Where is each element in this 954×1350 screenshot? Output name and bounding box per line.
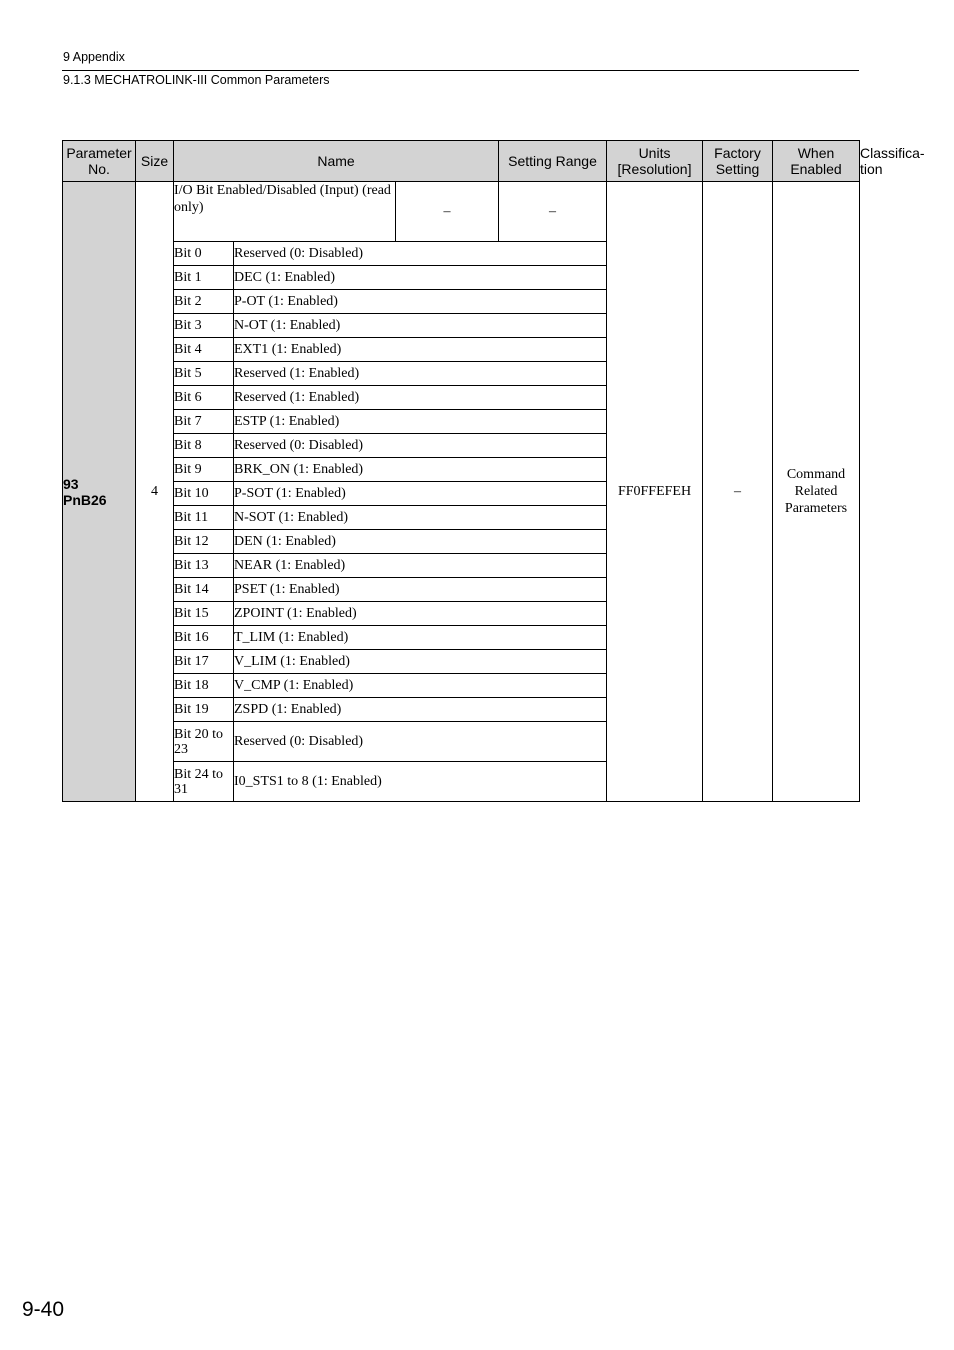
parameter-code: PnB26 (63, 491, 107, 508)
bit-description: I0_STS1 to 8 (1: Enabled) (234, 762, 607, 802)
section-heading: 9.1.3 MECHATROLINK-III Common Parameters (63, 73, 330, 87)
col-header-name: Name (174, 141, 499, 182)
size-cell: 4 (136, 182, 174, 802)
bit-description: EXT1 (1: Enabled) (234, 338, 607, 362)
bit-description: Reserved (0: Disabled) (234, 242, 607, 266)
page-number: 9-40 (22, 1298, 65, 1321)
bit-description: DEC (1: Enabled) (234, 266, 607, 290)
bit-label: Bit 4 (174, 338, 234, 362)
when-enabled: – (703, 182, 773, 802)
setting-range: – (396, 182, 499, 242)
col-header-when-enabled: When Enabled (773, 141, 860, 182)
bit-label: Bit 24 to 31 (174, 762, 234, 802)
bit-label: Bit 18 (174, 674, 234, 698)
name-row (63, 182, 860, 242)
bit-description: P-OT (1: Enabled) (234, 290, 607, 314)
bit-label: Bit 8 (174, 434, 234, 458)
bit-label: Bit 5 (174, 362, 234, 386)
bit-description: ZPOINT (1: Enabled) (234, 602, 607, 626)
bit-description: Reserved (1: Enabled) (234, 386, 607, 410)
bit-description: V_LIM (1: Enabled) (234, 650, 607, 674)
bit-description: Reserved (0: Disabled) (234, 722, 607, 762)
col-header-factory-setting: Factory Setting (703, 141, 773, 182)
bit-label: Bit 16 (174, 626, 234, 650)
bit-description: N-SOT (1: Enabled) (234, 506, 607, 530)
bit-description: PSET (1: Enabled) (234, 578, 607, 602)
bit-label: Bit 2 (174, 290, 234, 314)
classification-text: Command Related Parameters (784, 467, 848, 516)
bit-description: T_LIM (1: Enabled) (234, 626, 607, 650)
bit-description: N-OT (1: Enabled) (234, 314, 607, 338)
bit-label: Bit 1 (174, 266, 234, 290)
parameter-number-cell (63, 182, 136, 802)
bit-description: V_CMP (1: Enabled) (234, 674, 607, 698)
factory-setting: FF0FFEFEH (607, 182, 703, 802)
bit-description: Reserved (1: Enabled) (234, 362, 607, 386)
bit-label: Bit 9 (174, 458, 234, 482)
bit-label: Bit 19 (174, 698, 234, 722)
bit-label: Bit 11 (174, 506, 234, 530)
table-header-row: Parameter No. Size Name Setting Range Units [Resolution] Factory Setting When Enabled Classifica- tion (63, 141, 860, 182)
bit-description: Reserved (0: Disabled) (234, 434, 607, 458)
bit-label: Bit 7 (174, 410, 234, 434)
bit-description: ESTP (1: Enabled) (234, 410, 607, 434)
header-rule (62, 70, 859, 71)
col-header-setting-range: Setting Range (499, 141, 607, 182)
parameter-number: 93 (63, 475, 79, 492)
bit-label: Bit 17 (174, 650, 234, 674)
parameter-table (62, 140, 925, 802)
col-header-size: Size (136, 141, 174, 182)
col-header-parameter-no: Parameter No. (63, 141, 136, 182)
bit-label: Bit 3 (174, 314, 234, 338)
units: – (499, 182, 607, 242)
bit-label: Bit 20 to 23 (174, 722, 234, 762)
bit-label: Bit 14 (174, 578, 234, 602)
bit-description: P-SOT (1: Enabled) (234, 482, 607, 506)
chapter-heading: 9 Appendix (63, 50, 125, 64)
bit-label: Bit 12 (174, 530, 234, 554)
classification (773, 182, 860, 802)
bit-description: DEN (1: Enabled) (234, 530, 607, 554)
bit-label: Bit 10 (174, 482, 234, 506)
bit-label: Bit 6 (174, 386, 234, 410)
bit-label: Bit 15 (174, 602, 234, 626)
col-header-units: Units [Resolution] (607, 141, 703, 182)
bit-description: BRK_ON (1: Enabled) (234, 458, 607, 482)
bit-description: NEAR (1: Enabled) (234, 554, 607, 578)
bit-description: ZSPD (1: Enabled) (234, 698, 607, 722)
parameter-name: I/O Bit Enabled/Disabled (Input) (read only) (174, 182, 396, 242)
bit-label: Bit 0 (174, 242, 234, 266)
bit-label: Bit 13 (174, 554, 234, 578)
